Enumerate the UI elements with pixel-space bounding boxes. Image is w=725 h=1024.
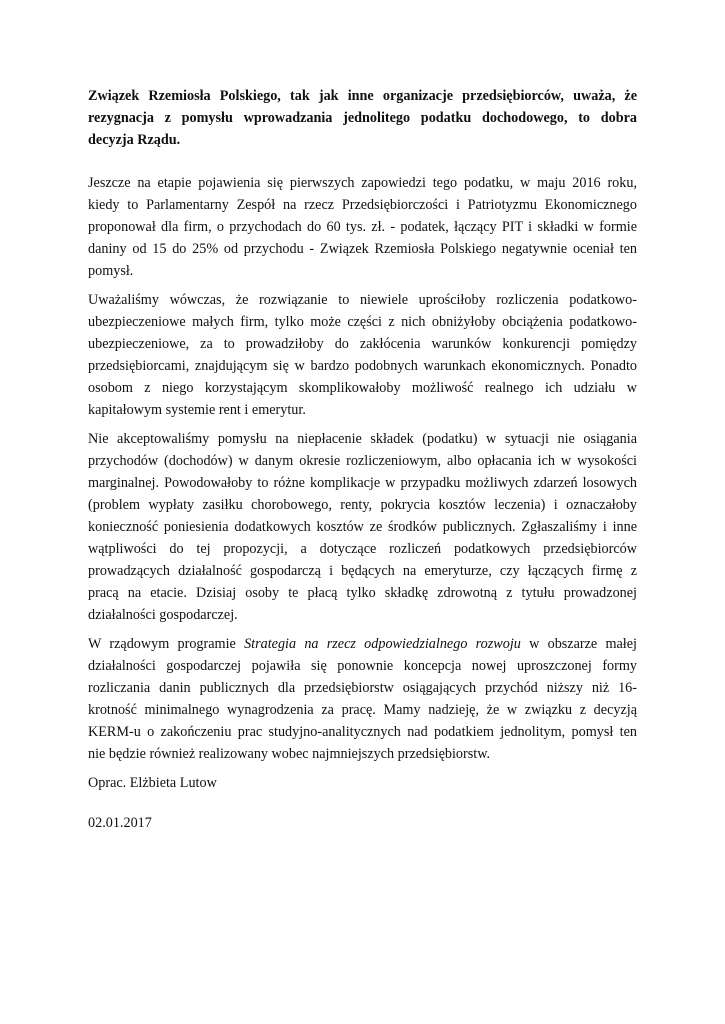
paragraph-line: przedsiębiorcami, znajdującym się w bardzo podobnych warunkach ekonomicznych. Ponadto: [88, 358, 637, 374]
paragraph-line: Uważaliśmy wówczas, że rozwiązanie to niewiele uprościłoby rozliczenia podatkowo-: [88, 292, 637, 308]
paragraph-line: ubezpieczeniowe, za to prowadziłoby do zakłócenia warunków konkurencji pomiędzy: [88, 336, 637, 352]
author-signature: Oprac. Elżbieta Lutow: [88, 775, 217, 791]
paragraph-text: w obszarze małej: [520, 636, 637, 652]
paragraph-line: nie będzie również realizowany wobec najmniejszych przedsiębiorstw.: [88, 746, 491, 762]
paragraph-line: pomysł.: [88, 263, 134, 279]
paragraph-line: Nie akceptowaliśmy pomysłu na niepłacenie składek (podatku) w sytuacji nie osiągania: [88, 431, 637, 447]
paragraph-line: [88, 636, 637, 653]
paragraph-line: daniny od 15 do 25% od przychodu - Związek Rzemiosła Polskiego negatywnie oceniał ten: [88, 241, 637, 257]
paragraph-line: ubezpieczeniowe małych firm, tylko może części z nich obniżyłoby obciążenia podatkowo-: [88, 314, 637, 330]
paragraph-line: KERM-u o zakończeniu prac studyjno-analitycznych nad podatkiem jednolitym, pomysł ten: [88, 724, 637, 740]
heading-line: decyzja Rządu.: [88, 132, 181, 148]
heading-line: rezygnacja z pomysłu wprowadzania jednolitego podatku dochodowego, to dobra: [88, 110, 637, 126]
paragraph-line: pracą na etacie. Dzisiaj osoby te płacą tylko składkę zdrowotną z tytułu prowadzonej: [88, 585, 637, 601]
paragraph-line: kapitałowym systemie rent i emerytur.: [88, 402, 306, 418]
paragraph-text: W rządowym programie: [88, 636, 245, 652]
paragraph-line: osobom z niego korzystającym skomplikowałoby możliwość realnego ich udziału w: [88, 380, 637, 396]
heading-line: Związek Rzemiosła Polskiego, tak jak inne organizacje przedsiębiorców, uważa, że: [88, 88, 637, 104]
paragraph-line: rozliczania danin publicznych dla przedsiębiorstw osiągających przychód niższy niż 16-: [88, 680, 637, 696]
program-title: Strategia na rzecz odpowiedzialnego rozwoju: [244, 636, 521, 652]
document-date: 02.01.2017: [88, 815, 152, 831]
paragraph-line: Jeszcze na etapie pojawienia się pierwszych zapowiedzi tego podatku, w maju 2016 roku,: [88, 175, 637, 191]
paragraph-line: kiedy to Parlamentarny Zespół na rzecz Przedsiębiorczości i Patriotyzmu Ekonomicznego: [88, 197, 637, 213]
paragraph-line: działalności gospodarczej.: [88, 607, 238, 623]
paragraph-line: wątpliwości do tej propozycji, a dotyczące rozliczeń podatkowych przedsiębiorców: [88, 541, 637, 557]
paragraph-line: prowadzących działalność gospodarczą i będących na emeryturze, czy łączących firmę z: [88, 563, 637, 579]
paragraph-line: krotność minimalnego wynagrodzenia za pracę. Mamy nadzieję, że w związku z decyzją: [88, 702, 637, 718]
paragraph-line: proponował dla firm, o przychodach do 60 tys. zł. - podatek, łączący PIT i składki w formie: [88, 219, 637, 235]
paragraph-line: (problem wypłaty zasiłku chorobowego, renty, pokrycia kosztów leczenia) i oznaczałoby: [88, 497, 637, 513]
paragraph-line: działalności gospodarczej pojawiła się ponownie koncepcja nowej uproszczonej formy: [88, 658, 637, 674]
paragraph-line: przychodów (dochodów) w danym okresie rozliczeniowym, albo opłacania ich w wysokości: [88, 453, 637, 469]
paragraph-line: konieczność poniesienia dodatkowych kosztów ze środków publicznych. Zgłaszaliśmy i inne: [88, 519, 637, 535]
paragraph-line: marginalnej. Powodowałoby to różne komplikacje w przypadku możliwych zdarzeń losowych: [88, 475, 637, 491]
